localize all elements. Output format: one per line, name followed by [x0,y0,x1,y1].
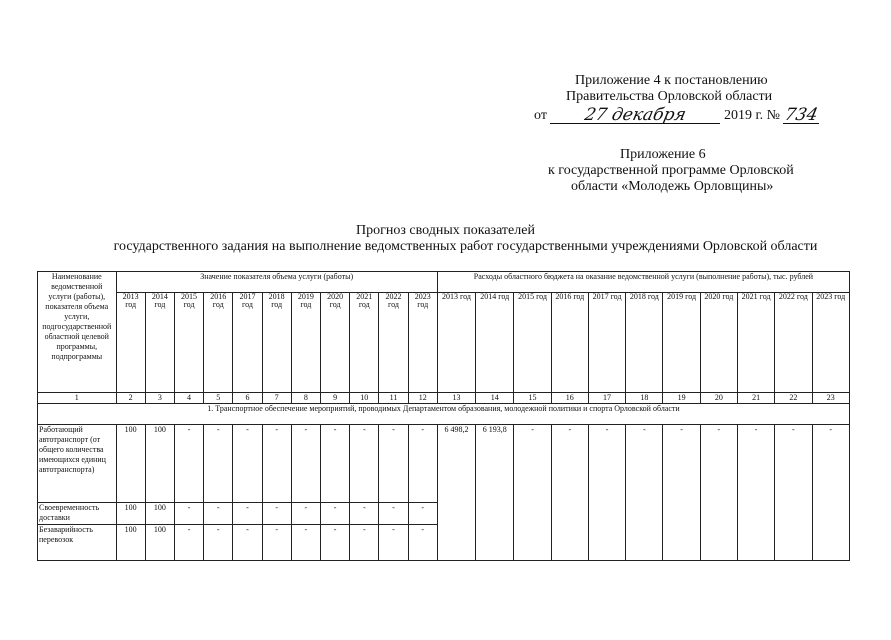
column-number: 11 [379,393,408,404]
volume-value-cell: - [233,503,262,525]
volume-year-header: 2022 год [379,293,408,393]
volume-year-header: 2020 год [320,293,349,393]
volume-value-cell: - [408,503,437,525]
row-name: Безаварийность перевозок [38,525,117,561]
volume-value-cell: - [320,525,349,561]
volume-value-cell: - [204,503,233,525]
column-number: 2 [116,393,145,404]
from-word: от [534,108,547,123]
volume-year-header: 2017 год [233,293,262,393]
column-number: 8 [291,393,320,404]
volume-year-header: 2023 год [408,293,437,393]
volume-year-header: 2019 год [291,293,320,393]
annex4-date-line [534,107,819,124]
volume-year-header: 2013 год [116,293,145,393]
column-number: 17 [588,393,625,404]
volume-value-cell: - [408,525,437,561]
volume-value-cell: - [350,525,379,561]
row-name: Своевременность доставки [38,503,117,525]
volume-value-cell: 100 [145,503,174,525]
budget-year-header: 2014 год [476,293,514,393]
column-number: 9 [320,393,349,404]
column-number: 3 [145,393,174,404]
volume-value-cell: - [379,503,408,525]
table-row [38,425,850,503]
volume-year-header: 2014 год [145,293,174,393]
column-number: 20 [700,393,737,404]
column-number: 18 [626,393,663,404]
volume-value-cell: - [291,425,320,503]
column-number: 6 [233,393,262,404]
budget-value-cell: 6 498,2 [437,425,475,561]
volume-value-cell: - [350,503,379,525]
column-number: 19 [663,393,700,404]
volume-value-cell: - [379,425,408,503]
budget-group-header: Расходы областного бюджета на оказание ведомственной услуги (выполнение работы), тыс. рублей [437,272,849,293]
volume-value-cell: 100 [116,425,145,503]
column-number: 23 [812,393,849,404]
column-number: 21 [737,393,774,404]
budget-value-cell: - [514,425,551,561]
year-text: 2019 г. № [723,108,780,123]
budget-value-cell: - [812,425,849,561]
column-number: 10 [350,393,379,404]
handwritten-date: 27 декабря [582,105,688,125]
budget-value-cell: - [663,425,700,561]
volume-value-cell: 100 [145,425,174,503]
row-name: Работающий автотранспорт (от общего количества имеющихся единиц автотранспорта) [38,425,117,503]
column-number: 16 [551,393,588,404]
volume-value-cell: - [291,525,320,561]
column-number: 22 [775,393,812,404]
volume-year-header: 2018 год [262,293,291,393]
number-field [783,107,819,124]
budget-year-header: 2017 год [588,293,625,393]
budget-value-cell: - [551,425,588,561]
column-number: 1 [38,393,117,404]
volume-value-cell: - [320,503,349,525]
column-number: 14 [476,393,514,404]
budget-year-header: 2019 год [663,293,700,393]
volume-value-cell: - [262,425,291,503]
annex6-title: Приложение 6 [620,147,706,162]
section-title: 1. Транспортное обеспечение мероприятий, проводимых Департаментом образования, молодежной политики и спорта Орловской области [38,404,850,425]
annex6-line2: к государственной программе Орловской [548,163,794,178]
volume-value-cell: 100 [145,525,174,561]
volume-value-cell: - [262,503,291,525]
volume-value-cell: - [174,525,203,561]
forecast-table [37,271,850,561]
budget-value-cell: 6 193,8 [476,425,514,561]
budget-year-header: 2021 год [737,293,774,393]
annex4-line1: Приложение 4 к постановлению [575,73,768,88]
name-column-header: Наименование ведомственной услуги (работы), показателя объема услуги, подгосударственной областной целевой программы, подпрограммы [38,272,117,393]
budget-value-cell: - [737,425,774,561]
budget-value-cell: - [588,425,625,561]
document-title-line2: государственного задания на выполнение ведомственных работ государственными учреждениями Орловской области [113,239,818,254]
budget-year-header: 2018 год [626,293,663,393]
volume-year-header: 2016 год [204,293,233,393]
column-number: 7 [262,393,291,404]
column-number: 4 [174,393,203,404]
column-number: 5 [204,393,233,404]
handwritten-number: 734 [783,105,820,125]
budget-year-header: 2022 год [775,293,812,393]
volume-value-cell: - [379,525,408,561]
volume-value-cell: - [204,425,233,503]
budget-value-cell: - [775,425,812,561]
annex6-line3: области «Молодежь Орловщины» [571,179,774,194]
column-number: 15 [514,393,551,404]
budget-year-header: 2013 год [437,293,475,393]
volume-value-cell: - [408,425,437,503]
volume-value-cell: - [174,425,203,503]
volume-value-cell: - [320,425,349,503]
column-number: 13 [437,393,475,404]
annex4-line2: Правительства Орловской области [566,89,773,104]
document-title-line1: Прогноз сводных показателей [356,223,535,238]
budget-year-header: 2015 год [514,293,551,393]
volume-year-header: 2021 год [350,293,379,393]
budget-year-header: 2023 год [812,293,849,393]
budget-value-cell: - [700,425,737,561]
volume-value-cell: - [174,503,203,525]
volume-value-cell: - [262,525,291,561]
volume-group-header: Значение показателя объема услуги (работы) [116,272,437,293]
volume-value-cell: - [233,525,262,561]
budget-year-header: 2020 год [700,293,737,393]
volume-value-cell: - [350,425,379,503]
volume-value-cell: 100 [116,503,145,525]
column-number: 12 [408,393,437,404]
volume-value-cell: - [204,525,233,561]
volume-value-cell: - [291,503,320,525]
budget-year-header: 2016 год [551,293,588,393]
date-field [550,107,720,124]
volume-value-cell: 100 [116,525,145,561]
budget-value-cell: - [626,425,663,561]
volume-year-header: 2015 год [174,293,203,393]
volume-value-cell: - [233,425,262,503]
